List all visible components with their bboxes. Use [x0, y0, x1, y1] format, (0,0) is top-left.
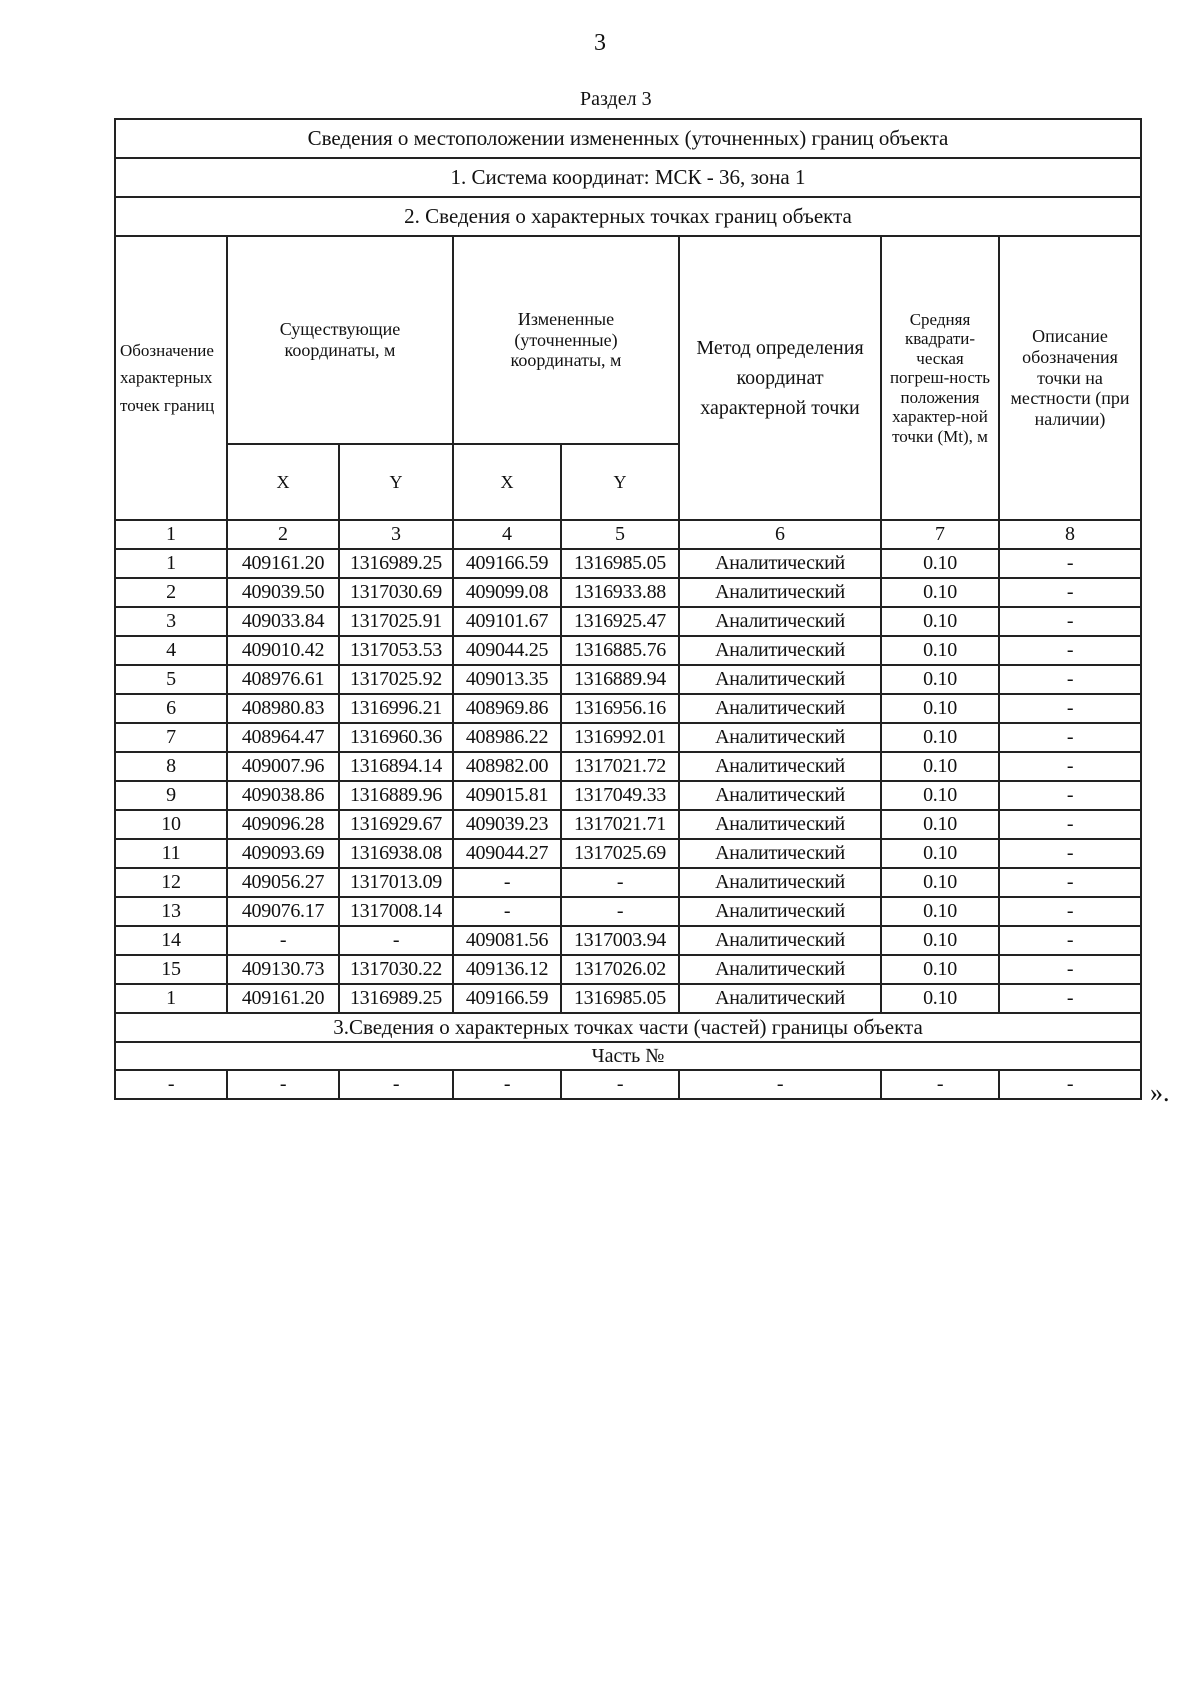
changed-x-cell: 409015.81	[453, 781, 561, 810]
existing-y-cell: 1316989.25	[339, 549, 453, 578]
description-cell: -	[999, 578, 1141, 607]
existing-y-cell: 1316894.14	[339, 752, 453, 781]
header-method: Метод определения координат характерной точки	[679, 236, 881, 520]
header-point-designation: Обозначение характерных точек границ	[115, 236, 227, 520]
changed-y-cell: 1316985.05	[561, 984, 679, 1013]
description-cell: -	[999, 984, 1141, 1013]
description-cell: -	[999, 926, 1141, 955]
column-numbers-row	[115, 520, 1141, 549]
existing-y-cell: 1316929.67	[339, 810, 453, 839]
method-cell: Аналитический	[679, 926, 881, 955]
method-cell: Аналитический	[679, 868, 881, 897]
part-row	[115, 1070, 1141, 1099]
header-changed-y: Y	[561, 444, 679, 520]
existing-x-cell: 409093.69	[227, 839, 339, 868]
changed-y-cell: 1316933.88	[561, 578, 679, 607]
existing-y-cell: 1316996.21	[339, 694, 453, 723]
existing-y-cell: 1317025.91	[339, 607, 453, 636]
part-cell: -	[339, 1070, 453, 1099]
existing-y-cell: 1316960.36	[339, 723, 453, 752]
method-cell: Аналитический	[679, 665, 881, 694]
point-number-cell: 12	[115, 868, 227, 897]
description-cell: -	[999, 897, 1141, 926]
existing-y-cell: 1317053.53	[339, 636, 453, 665]
point-number-cell: 11	[115, 839, 227, 868]
existing-y-cell: 1316938.08	[339, 839, 453, 868]
part-cell: -	[227, 1070, 339, 1099]
part-cell: -	[881, 1070, 999, 1099]
changed-x-cell: 409013.35	[453, 665, 561, 694]
changed-x-cell: -	[453, 897, 561, 926]
table-row	[115, 665, 1141, 694]
table-row	[115, 694, 1141, 723]
changed-y-cell: 1317026.02	[561, 955, 679, 984]
changed-x-cell: 409166.59	[453, 984, 561, 1013]
existing-y-cell: 1317025.92	[339, 665, 453, 694]
method-cell: Аналитический	[679, 578, 881, 607]
rms-error-cell: 0.10	[881, 926, 999, 955]
points-heading-row	[115, 197, 1141, 236]
table-row	[115, 897, 1141, 926]
rms-error-cell: 0.10	[881, 723, 999, 752]
header-rms-error: Средняя квадрати-ческая погреш-ность положения характер-ной точки (Mt), м	[881, 236, 999, 520]
description-cell: -	[999, 694, 1141, 723]
points-heading: 2. Сведения о характерных точках границ объекта	[115, 197, 1141, 236]
part-cell: -	[999, 1070, 1141, 1099]
method-cell: Аналитический	[679, 810, 881, 839]
existing-y-cell: 1316989.25	[339, 984, 453, 1013]
changed-y-cell: 1317025.69	[561, 839, 679, 868]
column-number: 1	[115, 520, 227, 549]
header-changed-x: X	[453, 444, 561, 520]
existing-y-cell: 1317008.14	[339, 897, 453, 926]
point-number-cell: 7	[115, 723, 227, 752]
description-cell: -	[999, 665, 1141, 694]
rms-error-cell: 0.10	[881, 868, 999, 897]
table-title-row	[115, 119, 1141, 158]
description-cell: -	[999, 549, 1141, 578]
rms-error-cell: 0.10	[881, 549, 999, 578]
description-cell: -	[999, 810, 1141, 839]
column-number: 3	[339, 520, 453, 549]
header-description: Описание обозначения точки на местности (при наличии)	[999, 236, 1141, 520]
rms-error-cell: 0.10	[881, 839, 999, 868]
existing-x-cell: 409038.86	[227, 781, 339, 810]
coord-system: 1. Система координат: МСК - 36, зона 1	[115, 158, 1141, 197]
table-row	[115, 984, 1141, 1013]
table-row	[115, 955, 1141, 984]
header-existing-coords: Существующие координаты, м	[227, 236, 453, 444]
changed-x-cell: 409099.08	[453, 578, 561, 607]
rms-error-cell: 0.10	[881, 665, 999, 694]
changed-x-cell: 409081.56	[453, 926, 561, 955]
page-number: 3	[594, 30, 606, 56]
changed-x-cell: 408969.86	[453, 694, 561, 723]
method-cell: Аналитический	[679, 781, 881, 810]
point-number-cell: 1	[115, 984, 227, 1013]
changed-y-cell: -	[561, 897, 679, 926]
description-cell: -	[999, 955, 1141, 984]
changed-x-cell: 409044.25	[453, 636, 561, 665]
changed-x-cell: 408986.22	[453, 723, 561, 752]
rms-error-cell: 0.10	[881, 607, 999, 636]
method-cell: Аналитический	[679, 694, 881, 723]
point-number-cell: 14	[115, 926, 227, 955]
rms-error-cell: 0.10	[881, 694, 999, 723]
table-row	[115, 868, 1141, 897]
table-row	[115, 578, 1141, 607]
boundary-points-table	[114, 118, 1142, 1100]
existing-x-cell: -	[227, 926, 339, 955]
existing-x-cell: 409033.84	[227, 607, 339, 636]
table-row	[115, 781, 1141, 810]
description-cell: -	[999, 636, 1141, 665]
rms-error-cell: 0.10	[881, 955, 999, 984]
point-number-cell: 5	[115, 665, 227, 694]
closing-quote-mark: ».	[1150, 1078, 1170, 1107]
table-row	[115, 926, 1141, 955]
existing-x-cell: 409096.28	[227, 810, 339, 839]
existing-x-cell: 409039.50	[227, 578, 339, 607]
point-number-cell: 4	[115, 636, 227, 665]
coord-system-row	[115, 158, 1141, 197]
point-number-cell: 2	[115, 578, 227, 607]
point-number-cell: 9	[115, 781, 227, 810]
method-cell: Аналитический	[679, 549, 881, 578]
part-cell: -	[561, 1070, 679, 1099]
existing-y-cell: 1316889.96	[339, 781, 453, 810]
existing-x-cell: 409056.27	[227, 868, 339, 897]
method-cell: Аналитический	[679, 723, 881, 752]
method-cell: Аналитический	[679, 984, 881, 1013]
method-cell: Аналитический	[679, 752, 881, 781]
point-number-cell: 3	[115, 607, 227, 636]
changed-x-cell: 409039.23	[453, 810, 561, 839]
column-number: 6	[679, 520, 881, 549]
method-cell: Аналитический	[679, 839, 881, 868]
changed-y-cell: 1316925.47	[561, 607, 679, 636]
point-number-cell: 15	[115, 955, 227, 984]
changed-y-cell: 1317049.33	[561, 781, 679, 810]
rms-error-cell: 0.10	[881, 752, 999, 781]
changed-y-cell: 1316992.01	[561, 723, 679, 752]
changed-y-cell: 1316889.94	[561, 665, 679, 694]
existing-x-cell: 409130.73	[227, 955, 339, 984]
part-cell: -	[115, 1070, 227, 1099]
existing-x-cell: 408976.61	[227, 665, 339, 694]
column-number: 5	[561, 520, 679, 549]
description-cell: -	[999, 868, 1141, 897]
point-number-cell: 10	[115, 810, 227, 839]
table-row	[115, 723, 1141, 752]
rms-error-cell: 0.10	[881, 810, 999, 839]
rms-error-cell: 0.10	[881, 984, 999, 1013]
description-cell: -	[999, 839, 1141, 868]
point-number-cell: 1	[115, 549, 227, 578]
description-cell: -	[999, 607, 1141, 636]
changed-y-cell: 1317021.72	[561, 752, 679, 781]
header-changed-coords: Измененные (уточненные) координаты, м	[453, 236, 679, 444]
changed-y-cell: 1316985.05	[561, 549, 679, 578]
changed-x-cell: 409101.67	[453, 607, 561, 636]
table-row	[115, 636, 1141, 665]
point-number-cell: 8	[115, 752, 227, 781]
part-label-row	[115, 1042, 1141, 1070]
existing-x-cell: 409076.17	[227, 897, 339, 926]
existing-x-cell: 408980.83	[227, 694, 339, 723]
point-number-cell: 6	[115, 694, 227, 723]
changed-y-cell: -	[561, 868, 679, 897]
method-cell: Аналитический	[679, 897, 881, 926]
column-number: 7	[881, 520, 999, 549]
existing-x-cell: 409161.20	[227, 549, 339, 578]
header-existing-y: Y	[339, 444, 453, 520]
part-label: Часть №	[115, 1042, 1141, 1070]
table-title: Сведения о местоположении измененных (уточненных) границ объекта	[115, 119, 1141, 158]
parts-heading-row	[115, 1013, 1141, 1042]
existing-y-cell: -	[339, 926, 453, 955]
part-cell: -	[453, 1070, 561, 1099]
changed-x-cell: -	[453, 868, 561, 897]
rms-error-cell: 0.10	[881, 897, 999, 926]
rms-error-cell: 0.10	[881, 636, 999, 665]
parts-heading: 3.Сведения о характерных точках части (частей) границы объекта	[115, 1013, 1141, 1042]
existing-y-cell: 1317013.09	[339, 868, 453, 897]
table-row	[115, 839, 1141, 868]
existing-y-cell: 1317030.69	[339, 578, 453, 607]
changed-x-cell: 409136.12	[453, 955, 561, 984]
rms-error-cell: 0.10	[881, 578, 999, 607]
section-label: Раздел 3	[580, 88, 652, 110]
table-row	[115, 549, 1141, 578]
existing-x-cell: 408964.47	[227, 723, 339, 752]
changed-x-cell: 409044.27	[453, 839, 561, 868]
changed-y-cell: 1317003.94	[561, 926, 679, 955]
description-cell: -	[999, 752, 1141, 781]
point-number-cell: 13	[115, 897, 227, 926]
existing-x-cell: 409161.20	[227, 984, 339, 1013]
description-cell: -	[999, 723, 1141, 752]
header-row-top	[115, 236, 1141, 444]
part-cell: -	[679, 1070, 881, 1099]
changed-y-cell: 1316885.76	[561, 636, 679, 665]
table-row	[115, 810, 1141, 839]
header-existing-x: X	[227, 444, 339, 520]
changed-x-cell: 409166.59	[453, 549, 561, 578]
existing-y-cell: 1317030.22	[339, 955, 453, 984]
method-cell: Аналитический	[679, 955, 881, 984]
existing-x-cell: 409010.42	[227, 636, 339, 665]
description-cell: -	[999, 781, 1141, 810]
table-row	[115, 752, 1141, 781]
method-cell: Аналитический	[679, 607, 881, 636]
changed-x-cell: 408982.00	[453, 752, 561, 781]
column-number: 2	[227, 520, 339, 549]
column-number: 8	[999, 520, 1141, 549]
existing-x-cell: 409007.96	[227, 752, 339, 781]
changed-y-cell: 1317021.71	[561, 810, 679, 839]
column-number: 4	[453, 520, 561, 549]
table-row	[115, 607, 1141, 636]
method-cell: Аналитический	[679, 636, 881, 665]
rms-error-cell: 0.10	[881, 781, 999, 810]
changed-y-cell: 1316956.16	[561, 694, 679, 723]
